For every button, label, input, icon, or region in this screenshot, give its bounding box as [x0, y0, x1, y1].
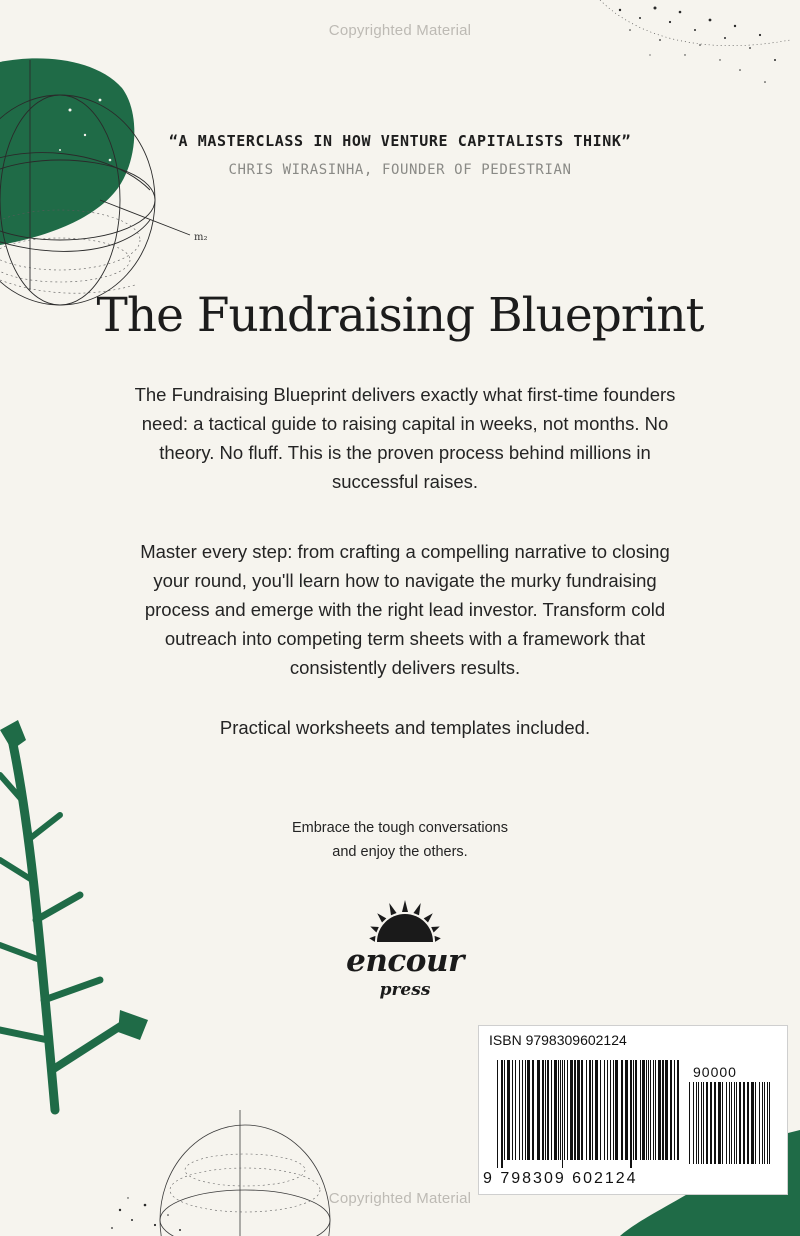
barcode-bar — [567, 1060, 568, 1160]
barcode-bar — [722, 1082, 723, 1164]
barcode-bar — [642, 1060, 645, 1160]
barcode-bar — [522, 1060, 523, 1160]
barcode-bar — [739, 1082, 741, 1164]
barcode-bar — [646, 1060, 647, 1160]
barcode-bar — [677, 1060, 679, 1160]
barcode-bar — [633, 1060, 634, 1160]
barcode-bar — [670, 1060, 672, 1160]
barcode-bar — [635, 1060, 637, 1160]
green-sprig-illustration — [0, 720, 160, 1120]
barcode-bar — [736, 1082, 737, 1164]
barcode-bar — [497, 1060, 498, 1168]
green-sphere-illustration — [0, 40, 230, 320]
barcode-bars — [497, 1060, 683, 1168]
barcode-bar — [653, 1060, 654, 1160]
barcode-bar — [562, 1060, 563, 1168]
barcode-bar — [532, 1060, 534, 1160]
barcode-bar — [512, 1060, 513, 1160]
barcode-bar — [545, 1060, 546, 1160]
barcode-bar — [625, 1060, 628, 1160]
barcode-bar — [586, 1060, 587, 1160]
barcode-bar — [689, 1082, 690, 1164]
barcode-bar — [718, 1082, 721, 1164]
barcode-bar — [551, 1060, 552, 1160]
tagline-line-1: Embrace the tough conversations — [291, 820, 508, 836]
barcode-bar — [504, 1060, 505, 1160]
barcode-bar — [743, 1082, 745, 1164]
barcode-bar — [703, 1082, 704, 1164]
barcode-bar — [762, 1082, 763, 1164]
barcode-bar — [525, 1060, 526, 1160]
endorsement-quote: “A MASTERCLASS IN HOW VENTURE CAPITALISTS THINK” — [168, 132, 632, 150]
barcode-bar — [604, 1060, 605, 1160]
barcode-bar — [610, 1060, 611, 1160]
barcode-bar — [501, 1060, 503, 1168]
blurb-paragraph-3: Practical worksheets and templates included. — [219, 717, 591, 738]
barcode-bar — [726, 1082, 727, 1164]
barcode-bar — [581, 1060, 583, 1160]
barcode-bar — [769, 1082, 770, 1164]
barcode-bar — [537, 1060, 540, 1160]
barcode-bar — [547, 1060, 549, 1160]
barcode-bar — [759, 1082, 760, 1164]
publisher-sub: press — [379, 980, 431, 1000]
barcode-bar — [542, 1060, 544, 1160]
barcode-bar — [607, 1060, 608, 1160]
barcode-bar — [640, 1060, 641, 1160]
barcode-bar — [706, 1082, 708, 1164]
barcode-bar — [755, 1082, 756, 1164]
addon-barcode-bars — [689, 1082, 779, 1172]
barcode-bar — [767, 1082, 768, 1164]
barcode-bar — [665, 1060, 668, 1160]
tagline — [0, 816, 800, 864]
barcode-bar — [662, 1060, 664, 1160]
diagram-label: m₂ — [194, 232, 208, 243]
barcode-bar — [731, 1082, 732, 1164]
tagline-line-2: and enjoy the others. — [332, 844, 468, 860]
barcode-bar — [714, 1082, 716, 1164]
barcode-bar — [560, 1060, 561, 1160]
barcode-bar — [693, 1082, 694, 1164]
barcode-bar — [655, 1060, 656, 1160]
book-title: The Fundraising Blueprint — [96, 288, 704, 343]
barcode-bar — [650, 1060, 651, 1160]
barcode-bar — [595, 1060, 598, 1160]
barcode-bar — [558, 1060, 559, 1160]
barcode-bar — [574, 1060, 576, 1160]
barcode-bar — [698, 1082, 699, 1164]
barcode-bar — [527, 1060, 530, 1160]
barcode-bar — [515, 1060, 516, 1160]
barcode-bar — [600, 1060, 601, 1160]
barcode-bar — [589, 1060, 591, 1160]
isbn-digits: 9 798309 602124 — [483, 1170, 638, 1187]
isbn-label: ISBN 9798309602124 — [489, 1032, 627, 1048]
barcode-bar — [747, 1082, 749, 1164]
barcode-bar — [507, 1060, 510, 1160]
barcode-bar — [613, 1060, 614, 1160]
barcode-bar — [630, 1060, 632, 1168]
barcode-bar — [701, 1082, 702, 1164]
barcode-bar — [564, 1060, 565, 1160]
barcode-bar — [621, 1060, 623, 1160]
speckle-texture-top-right — [560, 0, 800, 100]
copyright-watermark-bottom: Copyrighted Material — [328, 1190, 472, 1207]
barcode-bar — [577, 1060, 580, 1160]
blurb-paragraph-2: Master every step: from crafting a compelling narrative to closing your round, you'll learn how to navigate the murky fundraising process and emerge with the right lead investor. Transform cold outreach into competing term sheets with a framework that consistently delivers results. — [140, 541, 670, 678]
barcode-bar — [615, 1060, 618, 1160]
barcode-bar — [710, 1082, 712, 1164]
copyright-watermark-top: Copyrighted Material — [328, 22, 472, 39]
barcode-bar — [592, 1060, 593, 1160]
barcode-bar — [674, 1060, 675, 1160]
barcode-bar — [519, 1060, 520, 1160]
price-addon-code: 90000 — [693, 1064, 737, 1080]
barcode-bar — [658, 1060, 661, 1160]
barcode-bar — [570, 1060, 573, 1160]
endorsement-author: CHRIS WIRASINHA, FOUNDER OF PEDESTRIAN — [228, 162, 572, 178]
barcode-bar — [729, 1082, 730, 1164]
barcode-bar — [734, 1082, 735, 1164]
barcode-bar — [764, 1082, 765, 1164]
barcode-bar — [554, 1060, 557, 1160]
publisher-name: encour — [346, 943, 464, 979]
isbn-barcode-box — [478, 1025, 788, 1195]
blurb-paragraph-1: The Fundraising Blueprint delivers exactly what first-time founders need: a tactical guide to raising capital in weeks, not months. No theory. No fluff. This is the proven process behind millions in successful raises. — [134, 384, 676, 492]
barcode-bar — [696, 1082, 697, 1164]
bottom-sphere-illustration — [100, 1110, 340, 1236]
barcode-bar — [648, 1060, 649, 1160]
barcode-bar — [751, 1082, 754, 1164]
